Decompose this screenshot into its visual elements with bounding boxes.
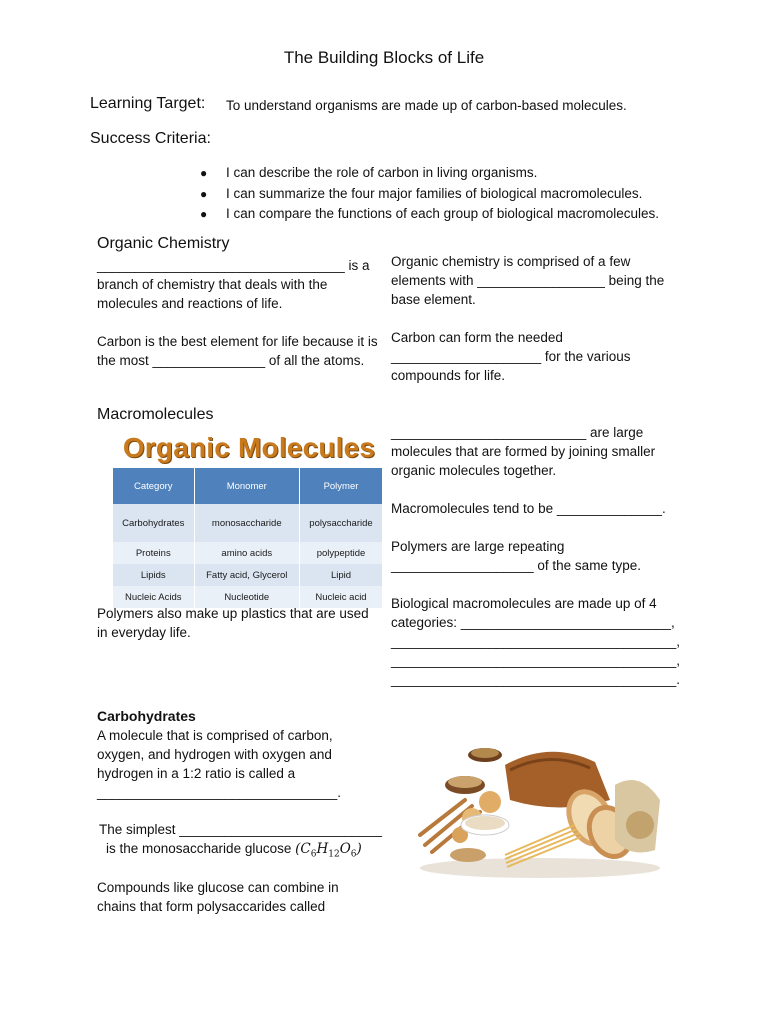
bullet-icon: ● — [200, 207, 208, 221]
list-item: ● I can compare the functions of each group of biological macromolecules. — [200, 204, 659, 225]
table-cell: Fatty acid, Glycerol — [194, 564, 299, 586]
table-cell: Proteins — [113, 542, 194, 564]
table-cell: Carbohydrates — [113, 504, 194, 542]
learning-target-text: To understand organisms are made up of carbon-based molecules. — [226, 98, 627, 113]
macromolecules-right-column — [391, 423, 681, 689]
fill-in-paragraph: Carbon can form the needed ____________________ for the various compounds for life. — [391, 330, 631, 383]
table-cell: monosaccharide — [194, 504, 299, 542]
fill-in-paragraph: Carbon is the best element for life because it is the most _______________ of all the atoms. — [97, 334, 378, 368]
success-criteria-list — [200, 163, 659, 225]
fill-in-paragraph: __________________________ are large molecules that are formed by joining smaller organic molecules together. — [391, 425, 656, 478]
organic-molecules-figure — [113, 432, 385, 608]
table-row — [113, 504, 383, 542]
carbohydrates-heading: Carbohydrates — [97, 708, 196, 724]
fill-in-paragraph: Organic chemistry is comprised of a few elements with _________________ being the base element. — [391, 254, 665, 307]
success-criteria-label: Success Criteria: — [90, 130, 211, 147]
fill-in-paragraph: Polymers are large repeating ___________________ of the same type. — [391, 539, 641, 573]
page-title: The Building Blocks of Life — [283, 48, 485, 67]
table-cell: amino acids — [194, 542, 299, 564]
table-row — [113, 564, 383, 586]
table-cell: Lipid — [299, 564, 382, 586]
fill-in-paragraph: _________________________________ is a branch of chemistry that deals with the molecules and reactions of life. — [97, 258, 370, 311]
carbohydrates-p2: The simplest ___________________________ is the monosaccharide glucose $(C_6H_{12}O_6)$ — [99, 822, 382, 860]
table-row — [113, 542, 383, 564]
carbohydrates-p3: Compounds like glucose can combine in chains that form polysaccarides called — [97, 880, 339, 914]
table-cell: polypeptide — [299, 542, 382, 564]
fill-in-paragraph: Polymers also make up plastics that are used in everyday life. — [97, 606, 369, 640]
organic-chemistry-left-column — [97, 256, 382, 370]
table-cell: polysaccharide — [299, 504, 382, 542]
list-item: ● I can summarize the four major families of biological macromolecules. — [200, 184, 659, 205]
glucose-formula: $(C_6H_{12}O_6)$ — [295, 841, 362, 860]
figure-title: Organic Molecules — [122, 432, 376, 463]
macromolecules-heading: Macromolecules — [97, 406, 214, 423]
table-header: Polymer — [299, 468, 382, 504]
table-cell: Nucleic Acids — [113, 586, 194, 608]
table-cell: Nucleotide — [194, 586, 299, 608]
table-cell: Nucleic acid — [299, 586, 382, 608]
bullet-icon: ● — [200, 166, 208, 180]
organic-chemistry-right-column — [391, 252, 681, 385]
carbohydrates-p1: A molecule that is comprised of carbon, oxygen, and hydrogen with oxygen and hydrogen in a 1:2 ratio is called a ________________________________. — [97, 728, 342, 800]
fill-in-paragraph: Macromolecules tend to be ______________. — [391, 501, 666, 516]
learning-target-label: Learning Target: — [90, 95, 206, 112]
bullet-icon: ● — [200, 186, 208, 201]
carbohydrate-foods-image — [410, 740, 670, 880]
macromolecules-left-text — [97, 604, 382, 642]
table-header: Monomer — [194, 468, 299, 504]
table-header: Category — [113, 468, 194, 504]
table-cell: Lipids — [113, 564, 194, 586]
organic-chemistry-heading: Organic Chemistry — [97, 235, 230, 252]
fill-in-paragraph: Biological macromolecules are made up of 4 categories: ____________________________, ______________________________________, ______________________________________, ______________________________________. — [391, 596, 681, 687]
organic-molecules-table — [113, 468, 383, 608]
list-item: ● I can describe the role of carbon in living organisms. — [200, 163, 659, 184]
